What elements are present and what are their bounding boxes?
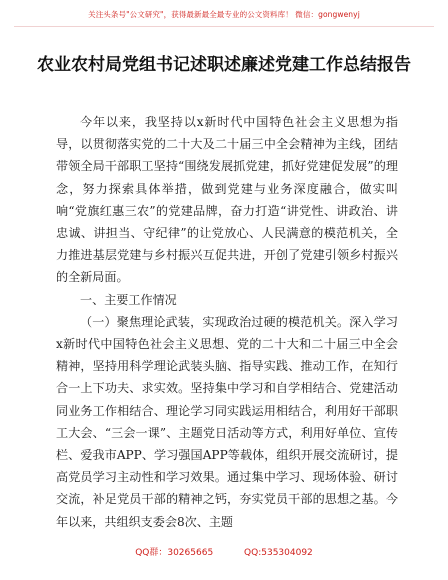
document-body — [56, 111, 398, 533]
header-divider — [14, 26, 434, 27]
footer-contact — [0, 545, 448, 558]
document-title: 农业农村局党组书记述职述廉述党建工作总结报告 — [37, 55, 411, 75]
header-banner: 关注头条号"公文研究"，获得最新最全最专业的公文资料库！ 微信：gongwenyj — [88, 10, 360, 19]
footer-qq-group: QQ群：30265665 — [135, 548, 214, 558]
footer-qq: QQ:535304092 — [244, 548, 313, 558]
section-heading: 一、主要工作情况 — [80, 292, 177, 307]
intro-paragraph: 今年以来，我坚持以x新时代中国特色社会主义思想为指导，以贯彻落实党的二十大及二十届三中全会精神为主线，团结带领全局干部职工坚持“围绕发展抓党建，抓好党建促发展”的理念，努力探索具体举措，做到党建与业务深度融合，做实叫响“党旗红惠三农”的党建品牌，奋力打造“讲党性、讲政治、讲忠诚、讲担当、守纪律”的让党放心、人民满意的模范机关，全力推进基层党建与乡村振兴互促共进，开创了党建引领乡村振兴的全新局面。 — [56, 115, 398, 285]
body-paragraph: （一）聚焦理论武装，实现政治过硬的模范机关。深入学习x新时代中国特色社会主义思想、党的二十大和二十届三中全会精神，坚持用科学理论武装头脑、指导实践、推动工作，在知行合一上下功夫、求实效。坚持集中学习和自学相结合、党建活动同业务工作相结合、理论学习同实践运用相结合，利用好干部职工大会、“三会一课”、主题党日活动等方式，利用好单位、宣传栏、爱我市APP、学习强国APP等载体，组织开展交流研讨，提高党员学习主动性和学习效果。通过集中学习、现场体验、研讨交流，补足党员干部的精神之钙，夯实党员干部的思想之基。今年以来，共组织支委会8次、主题 — [56, 314, 398, 529]
